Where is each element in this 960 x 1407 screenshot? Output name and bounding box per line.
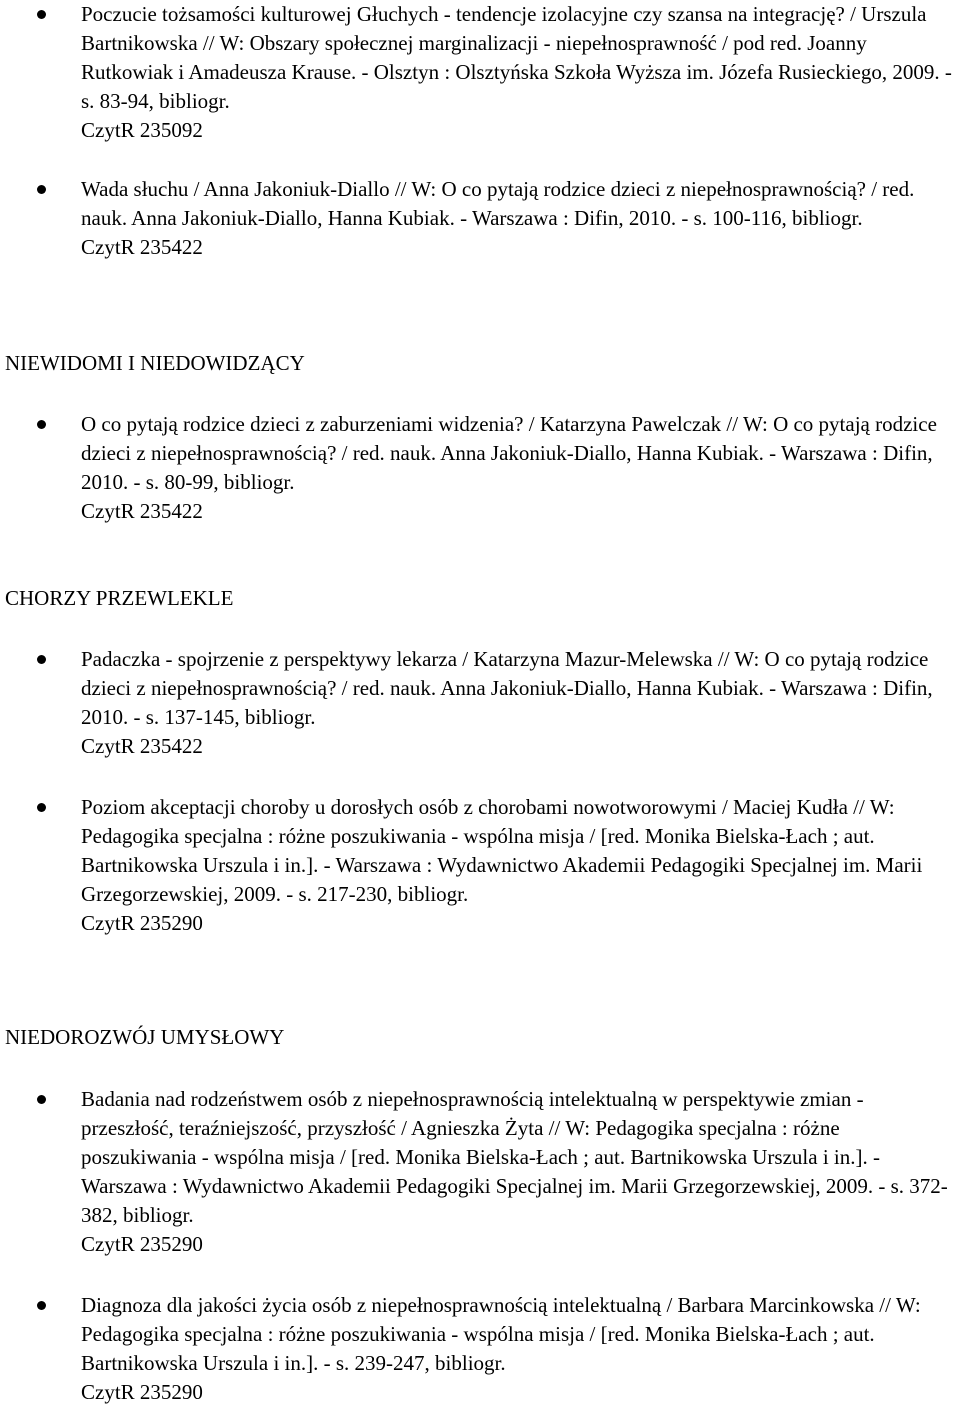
entry-reference: Diagnoza dla jakości życia osób z niepełnosprawnością intelektualną / Barbara Marcinkowska // W: Pedagogika specjalna : różne poszukiwania - wspólna misja / [red. Monika Bielska-Łach ; aut. Bartnikowska Urszula i in.]. - s. 239-247, bibliogr.: [81, 1293, 921, 1375]
bullet-icon: [37, 420, 46, 429]
section-heading-chronic: CHORZY PRZEWLEKLE: [5, 586, 234, 610]
entry-reference: Poczucie tożsamości kulturowej Głuchych - tendencje izolacyjne czy szansa na integrację? / Urszula Bartnikowska // W: Obszary społecznej marginalizacji - niepełnosprawność / pod red. Joanny Rutkowiak i Amadeusza Krause. - Olsztyn : Olsztyńska Szkoła Wyższa im. Józefa Rusieckiego, 2009. - s. 83-94, bibliogr.: [81, 2, 952, 113]
bibliography-entry: [81, 1085, 960, 1259]
entry-reference: Badania nad rodzeństwem osób z niepełnosprawnością intelektualną w perspektywie zmian - przeszłość, teraźniejszość, przyszłość / Agnieszka Żyta // W: Pedagogika specjalna : różne poszukiwania - wspólna misja / [red. Monika Bielska-Łach ; aut. Bartnikowska Urszula i in.]. - Warszawa : Wydawnictwo Akademii Pedagogiki Specjalnej im. Marii Grzegorzewskiej, 2009. - s. 372-382, bibliogr.: [81, 1087, 948, 1227]
entry-signature: CzytR 235290: [81, 1380, 203, 1404]
bibliography-entry: [81, 1291, 960, 1407]
bibliography-entry: [81, 0, 960, 145]
bullet-icon: [37, 185, 46, 194]
bibliography-entry: [81, 793, 960, 938]
section-heading-intellectual: NIEDOROZWÓJ UMYSŁOWY: [5, 1025, 285, 1049]
entry-signature: CzytR 235092: [81, 118, 203, 142]
entry-signature: CzytR 235422: [81, 734, 203, 758]
entry-reference: Padaczka - spojrzenie z perspektywy lekarza / Katarzyna Mazur-Melewska // W: O co pytają rodzice dzieci z niepełnosprawnością? / red. nauk. Anna Jakoniuk-Diallo, Hanna Kubiak. - Warszawa : Difin, 2010. - s. 137-145, bibliogr.: [81, 647, 933, 729]
bullet-icon: [37, 10, 46, 19]
bullet-icon: [37, 803, 46, 812]
bibliography-entry: [81, 645, 960, 761]
entry-signature: CzytR 235422: [81, 235, 203, 259]
bibliography-entry: [81, 175, 960, 262]
bullet-icon: [37, 1095, 46, 1104]
entry-signature: CzytR 235290: [81, 1232, 203, 1256]
entry-reference: Poziom akceptacji choroby u dorosłych osób z chorobami nowotworowymi / Maciej Kudła // W: Pedagogika specjalna : różne poszukiwania - wspólna misja / [red. Monika Bielska-Łach ; aut. Bartnikowska Urszula i in.]. - Warszawa : Wydawnictwo Akademii Pedagogiki Specjalnej im. Marii Grzegorzewskiej, 2009. - s. 217-230, bibliogr.: [81, 795, 923, 906]
entry-reference: O co pytają rodzice dzieci z zaburzeniami widzenia? / Katarzyna Pawelczak // W: O co pytają rodzice dzieci z niepełnosprawnością? / red. nauk. Anna Jakoniuk-Diallo, Hanna Kubiak. - Warszawa : Difin, 2010. - s. 80-99, bibliogr.: [81, 412, 937, 494]
entry-signature: CzytR 235422: [81, 499, 203, 523]
bullet-icon: [37, 1301, 46, 1310]
entry-reference: Wada słuchu / Anna Jakoniuk-Diallo // W: O co pytają rodzice dzieci z niepełnosprawnością? / red. nauk. Anna Jakoniuk-Diallo, Hanna Kubiak. - Warszawa : Difin, 2010. - s. 100-116, bibliogr.: [81, 177, 915, 230]
section-heading-blind: NIEWIDOMI I NIEDOWIDZĄCY: [5, 351, 305, 375]
bibliography-entry: [81, 410, 960, 526]
entry-signature: CzytR 235290: [81, 911, 203, 935]
bullet-icon: [37, 655, 46, 664]
